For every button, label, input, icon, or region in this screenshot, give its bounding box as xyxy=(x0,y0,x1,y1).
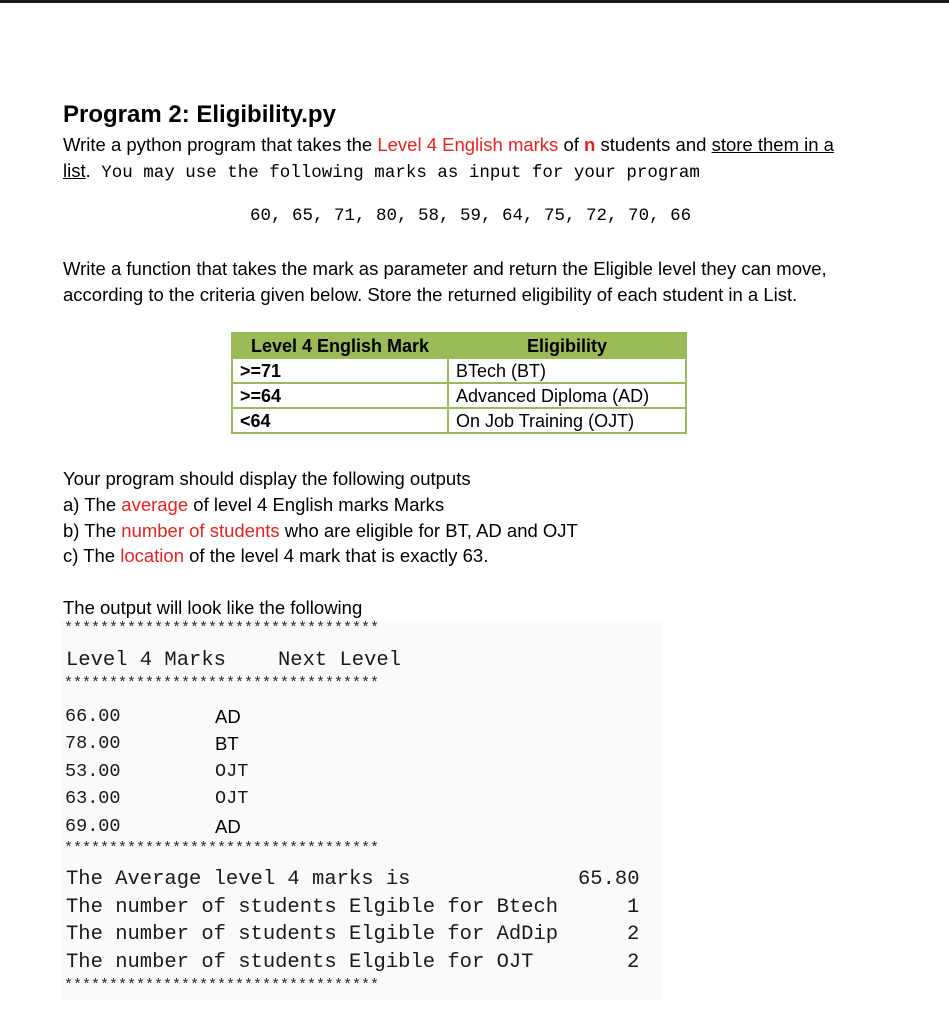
console-mark: 69.00 xyxy=(65,816,121,837)
underlined-store-list: store them in a xyxy=(711,134,834,155)
console-summary-ojt: The number of students Elgible for OJT xyxy=(66,951,534,974)
console-level: BT xyxy=(215,733,239,754)
console-star-divider: *********************************** xyxy=(64,840,380,857)
function-description-line-2: according to the criteria given below. Store the returned eligibility of each student in a List. xyxy=(63,284,798,305)
item-text: of the level 4 mark that is exactly 63. xyxy=(184,545,489,566)
output-item-c xyxy=(63,545,488,567)
criteria-row xyxy=(232,383,686,408)
highlight-number-of-students: number of students xyxy=(121,520,280,541)
console-star-divider: *********************************** xyxy=(64,675,380,692)
function-description-line-1: Write a function that takes the mark as parameter and return the Eligible level they can move, xyxy=(63,258,827,279)
item-prefix: a) The xyxy=(63,494,122,515)
highlight-n: n xyxy=(584,134,596,155)
intro-text: of xyxy=(558,134,585,155)
criteria-eligibility: BTech (BT) xyxy=(448,358,686,383)
program-title: Program 2: Eligibility.py xyxy=(63,101,336,128)
console-mark: 53.00 xyxy=(65,761,121,782)
console-star-divider: *********************************** xyxy=(64,620,380,637)
intro-text: Write a python program that takes the xyxy=(63,134,378,155)
console-summary-btech: The number of students Elgible for Btech xyxy=(66,896,559,919)
intro-period: . xyxy=(85,160,91,181)
criteria-table xyxy=(231,332,687,434)
intro-line-1 xyxy=(63,132,834,158)
console-summary-average: The Average level 4 marks is xyxy=(66,868,411,891)
item-prefix: b) The xyxy=(63,520,122,541)
output-item-a xyxy=(63,494,444,516)
highlight-location: location xyxy=(120,545,184,566)
item-text: of level 4 English marks Marks xyxy=(188,494,445,515)
criteria-eligibility: Advanced Diploma (AD) xyxy=(448,383,686,408)
highlight-level4-marks: Level 4 English marks xyxy=(377,134,559,155)
console-level: OJT xyxy=(215,788,249,809)
criteria-row xyxy=(232,408,686,433)
output-item-b xyxy=(63,520,578,542)
criteria-header-row xyxy=(232,333,686,358)
underlined-list: list xyxy=(63,160,86,181)
criteria-row xyxy=(232,358,686,383)
console-mark: 66.00 xyxy=(65,706,121,727)
console-level: AD xyxy=(215,706,241,727)
criteria-mark: <64 xyxy=(232,408,448,433)
header-eligibility: Eligibility xyxy=(448,333,686,358)
console-level: AD xyxy=(215,816,241,837)
criteria-eligibility: On Job Training (OJT) xyxy=(448,408,686,433)
console-average-value: 65.80 xyxy=(578,868,640,891)
console-header-level: Next Level xyxy=(278,649,402,672)
highlight-average: average xyxy=(121,494,189,515)
console-mark: 63.00 xyxy=(65,788,121,809)
sample-marks: 60, 65, 71, 80, 58, 59, 64, 75, 72, 70, 66 xyxy=(250,206,692,226)
console-mark: 78.00 xyxy=(65,733,121,754)
console-header-marks: Level 4 Marks xyxy=(66,649,226,672)
console-ojt-count: 2 xyxy=(627,951,640,974)
criteria-mark: >=71 xyxy=(232,358,448,383)
console-summary-addip: The number of students Elgible for AdDip xyxy=(66,923,559,946)
output-intro: The output will look like the following xyxy=(63,597,363,618)
console-star-divider: *********************************** xyxy=(64,977,380,994)
top-border-line xyxy=(0,0,949,3)
intro-text: students and xyxy=(595,134,712,155)
console-addip-count: 2 xyxy=(627,923,640,946)
console-btech-count: 1 xyxy=(627,896,640,919)
header-mark: Level 4 English Mark xyxy=(232,333,448,358)
criteria-mark: >=64 xyxy=(232,383,448,408)
item-prefix: c) The xyxy=(63,545,121,566)
intro-line-2 xyxy=(63,158,700,186)
console-level: OJT xyxy=(215,761,249,782)
item-text: who are eligible for BT, AD and OJT xyxy=(279,520,578,541)
intro-mono-text: You may use the following marks as input for your program xyxy=(90,163,700,183)
outputs-intro: Your program should display the following outputs xyxy=(63,468,471,489)
